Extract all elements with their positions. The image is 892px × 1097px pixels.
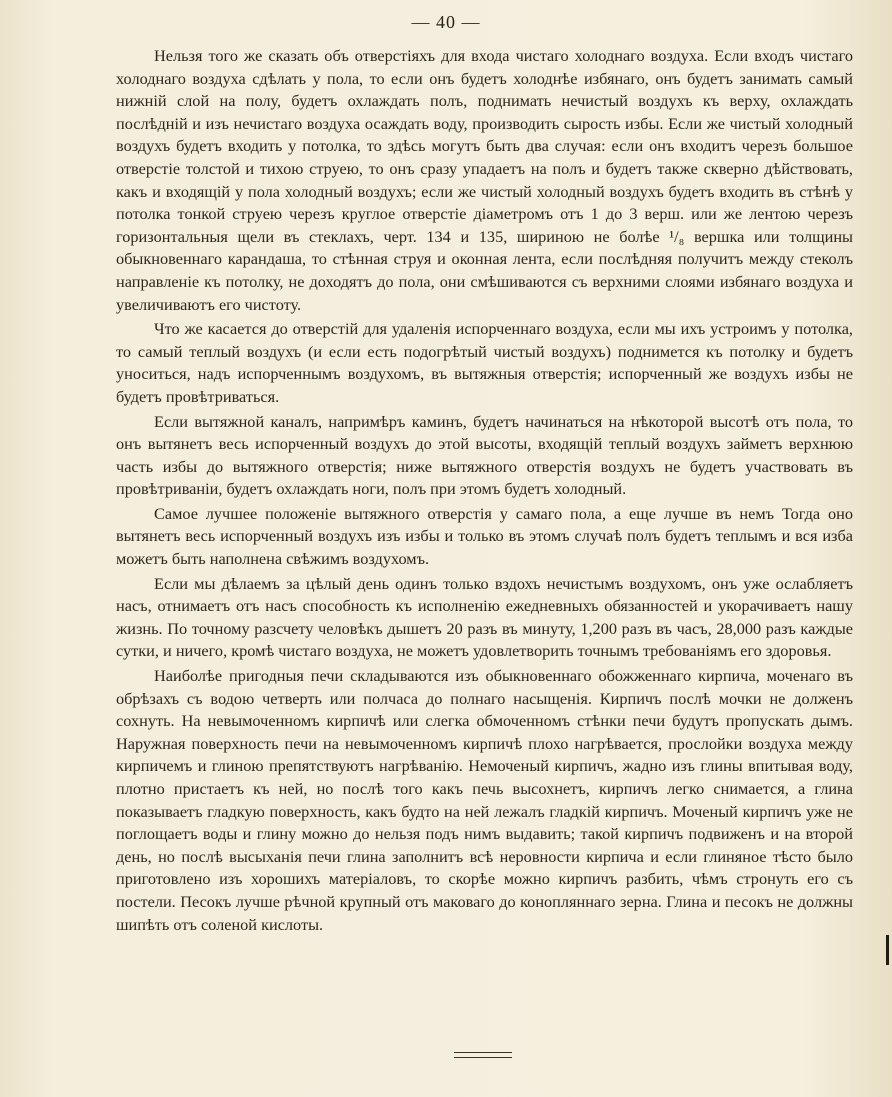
- paragraph-fresh-air-inlets: Нельзя того же сказать объ отверстіяхъ для входа чистаго холоднаго воздуха. Если входъ чистаго холоднаго воздуха сдѣлать у пола, то если онъ будетъ холоднѣе избянаго, онъ будетъ занимать самый нижній слой на полу, будетъ охлаждать полъ, поднимать нечистый воздухъ къ верху, охлаждать послѣдній и изъ нечистаго воздуха осаждать воду, производить сырость избы. Если же чистый холодный воздухъ будетъ входить у потолка, то здѣсь могутъ быть два случая: если онъ входитъ черезъ большое отверстіе толстой и тихою струею, то онъ сразу упадаетъ на полъ и будетъ также скверно дѣйствовать, какъ и входящій у пола холодный воздухъ; если же чистый холодный воздухъ будетъ входить въ стѣнѣ у потолка тонкой струею черезъ круглое отверстіе діаметромъ отъ 1 до 3 верш. или же лентою черезъ горизонтальныя щели въ стеклахъ, черт. 134 и 135, шириною не болѣе ¹/₈ вершка или толщины обыкновеннаго карандаша, то стѣнная струя и оконная лента, если послѣдняя получитъ между стеколъ направленіе къ потолку, не доходятъ до пола, они смѣшиваются съ верхними слоями избянаго воздуха и увеличиваютъ его чистоту.: [116, 46, 853, 314]
- paragraph-exhaust-channel: Если вытяжной каналъ, напримѣръ каминъ, будетъ начинаться на нѣкоторой высотѣ отъ пола, то онъ вытянетъ весь испорченный воздухъ до этой высоты, входящій теплый воздухъ займетъ верхнюю часть избы до вытяжного отверстія; ниже вытяжного отверстія воздухъ не будетъ участвовать въ провѣтриваніи, будетъ охлаждать ноги, полъ при этомъ будетъ холодный.: [116, 411, 853, 499]
- paragraph-breathing: Если мы дѣлаемъ за цѣлый день одинъ только вздохъ нечистымъ воздухомъ, онъ уже ослабляетъ насъ, отнимаетъ отъ насъ способность къ исполненію ежедневныхъ обязанностей и укорачиваетъ нашу жизнь. По точному разсчету человѣкъ дышетъ 20 разъ въ минуту, 1,200 разъ въ часъ, 28,000 разъ каждые сутки, и ничего, кромѣ чистаго воздуха, не можетъ удовлетворить точнымъ требованіямъ его здоровья.: [116, 573, 853, 661]
- body-text: [116, 45, 853, 938]
- page-edge-mark: [886, 935, 889, 965]
- paragraph-best-position: Самое лучшее положеніе вытяжного отверстія у самаго пола, а еще лучше въ немъ Тогда оно вытянетъ весь испорченный воздухъ изъ избы и только въ этомъ случаѣ полъ будетъ теплымъ и вся изба можетъ быть наполнена свѣжимъ воздухомъ.: [116, 503, 853, 569]
- paragraph-stove-bricks: Наиболѣе пригодныя печи складываются изъ обыкновеннаго обожженнаго кирпича, моченаго въ обрѣзахъ съ водою четверть или полчаса до полнаго насыщенія. Кирпичъ послѣ мочки не долженъ сохнуть. На невымоченномъ кирпичѣ или слегка обмоченномъ стѣнки печи будутъ пропускать дымъ. Наружная поверхность печи на невымоченномъ кирпичѣ плохо нагрѣвается, прослойки воздуха между кирпичемъ и глиною препятствуютъ нагрѣванію. Немоченый кирпичъ, жадно изъ глины впитывая воду, плотно пристаетъ къ ней, но послѣ того какъ печь высохнетъ, кирпичъ легко снимается, а глина показываетъ гладкую поверхность, какъ будто на ней лежалъ гладкій кирпичъ. Моченый кирпичъ уже не поглощаетъ воды и глину можно до нельзя подъ нимъ выдавить; такой кирпичъ подвиженъ и на второй день, но послѣ высыханія печи глина заполнитъ всѣ неровности кирпича и если глиняное тѣсто было приготовлено изъ хорошихъ матеріаловъ, то скорѣе можно кирпичъ разбить, чѣмъ стронуть его съ постели. Песокъ лучше рѣчной крупный отъ маковаго до конопляннаго зерна. Глина и песокъ не должны шипѣть отъ соленой кислоты.: [116, 666, 853, 934]
- page-number: — 40 —: [411, 12, 481, 32]
- end-ornament-rule: [454, 1052, 512, 1058]
- paragraph-exhaust-openings: Что же касается до отверстій для удаленія испорченнаго воздуха, если мы ихъ устроимъ у потолка, то самый теплый воздухъ (и если есть подогрѣтый чистый воздухъ) поднимется къ потолку и будетъ уноситься, надъ испорченнымъ воздухомъ, въ вытяжныя отверстія; испорченный же воздухъ избы не будетъ провѣтриваться.: [116, 319, 853, 406]
